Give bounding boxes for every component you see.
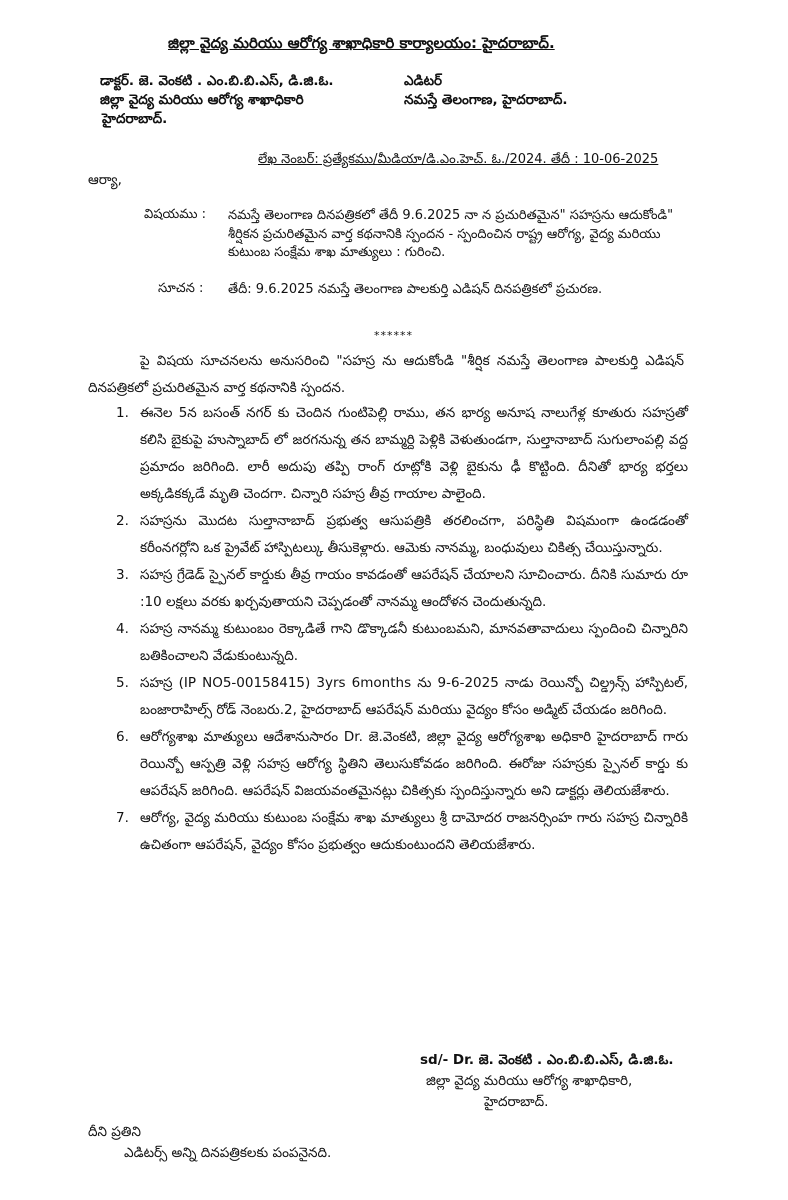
item-text: సహస్ర నానమ్మ కుటుంబం రెక్కాడితే గాని డొక్కాడనీ కుటుంబమని, మానవతావాదులు స్పందించి చిన్నారిని బతికించాలని వేడుకుంటున్నది. <box>140 621 688 664</box>
points-list <box>88 400 688 859</box>
signature-block <box>420 1050 674 1113</box>
copy-text: ఎడిటర్స్ అన్ని దినపత్రికలకు పంపనైనది. <box>124 1145 332 1161</box>
recipient-block <box>404 72 568 110</box>
intro-paragraph: పై విషయ సూచనలను అనుసరించి "సహస్ర ను ఆదుకోండి "శీర్షిక నమస్తే తెలంగాణ పాలకుర్తి ఎడిషన్ దినపత్రికలో ప్రచురితమైన వార్త కథనానికి స్పందన. <box>88 353 684 396</box>
sender-designation: జిల్లా వైద్య మరియు ఆరోగ్య శాఖాధికారి <box>100 92 304 108</box>
list-item <box>88 400 688 508</box>
separator: ****** <box>374 329 413 342</box>
item-number: 6. <box>116 729 129 745</box>
reference-label: సూచన : <box>158 281 204 296</box>
office-title: జిల్లా వైద్య మరియు ఆరోగ్య శాఖాధికారి కార్యాలయం: హైదరాబాద్. <box>168 34 555 52</box>
item-number: 3. <box>116 567 129 583</box>
list-item <box>88 724 688 805</box>
item-text: సహస్రను మొదట సుల్తానాబాద్ ప్రభుత్వ ఆసుపత్రికి తరలించగా, పరిస్థితి విషమంగా ఉండడంతో కరీంనగర్లోని ఒక ప్రైవేట్ హాస్పిటల్కు తీసుకెళ్లారు. ఆమెకు నానమ్మ, బంధువులు చికిత్స చేయిస్తున్నారు. <box>140 513 688 556</box>
copy-block <box>88 1122 331 1164</box>
sender-city: హైదరాబాద్. <box>102 111 168 127</box>
copy-label: దీని ప్రతిని <box>88 1124 141 1140</box>
signature-city: హైదరాబాద్. <box>484 1094 549 1110</box>
item-text: ఈనెల 5న బసంత్ నగర్ కు చెందిన గుంటిపెల్లి రాము, తన భార్య అనూష నాలుగేళ్ల కూతురు సహస్రతో కలిసి బైకుపై హుస్నాబాద్ లో జరగనున్న తన బామ్మర్ది పెళ్లికి వెళుతుండగా, సుల్తానాబాద్ సుగులాంపల్లి వద్ద ప్రమాదం జరిగింది. లారీ అదుపు తప్పి రాంగ్ రూట్లోకి వెళ్లి బైకును ఢీ కొట్టింది. దీనితో భార్య భర్తలు అక్కడికక్కడే మృతి చెందగా. చిన్నారి సహస్ర తీవ్ర గాయాల పాలైంది. <box>140 405 688 502</box>
recipient-org: నమస్తే తెలంగాణ, హైదరాబాద్. <box>404 92 568 108</box>
list-item <box>88 508 688 562</box>
list-item <box>88 562 688 616</box>
item-number: 7. <box>116 810 129 826</box>
reference-text: తేదీ: 9.6.2025 నమస్తే తెలంగాణ పాలకుర్తి ఎడిషన్ దినపత్రికలో ప్రచురణ. <box>228 282 603 297</box>
subject-label: విషయము : <box>144 207 206 222</box>
salutation: ఆర్యా, <box>88 172 122 188</box>
item-text: సహస్ర (IP NO5-00158415) 3yrs 6months ను 9-6-2025 నాడు రెయిన్బో చిల్డ్రన్స్ హాస్పిటల్, బంజారాహిల్స్ రోడ్ నెంబరు.2, హైదరాబాద్ ఆపరేషన్ మరియు వైద్యం కోసం అడ్మిట్ చేయడం జరిగింది. <box>140 675 688 718</box>
recipient-title: ఎడిటర్ <box>404 73 443 89</box>
list-item <box>88 670 688 724</box>
item-text: సహస్ర గ్రేడెడ్ స్పైనల్ కార్డుకు తీవ్ర గాయం కావడంతో ఆపరేషన్ చేయాలని సూచించారు. దీనికి సుమారు రూ :10 లక్షలు వరకు ఖర్చవుతాయని చెప్పడంతో నానమ్మ ఆందోళన చెందుతున్నది. <box>140 567 688 610</box>
item-number: 5. <box>116 675 129 691</box>
item-number: 1. <box>116 405 129 421</box>
sender-name: డాక్టర్. జె. వెంకటి . ఎం.బి.బి.ఎస్, డి.జి.ఓ. <box>100 73 334 89</box>
list-item <box>88 616 688 670</box>
item-text: ఆరోగ్య, వైద్య మరియు కుటుంబ సంక్షేమ శాఖ మాత్యులు శ్రీ దామోదర రాజనర్సింహ గారు సహస్ర చిన్నారికి ఉచితంగా ఆపరేషన్, వైద్యం కోసం ప్రభుత్వం ఆదుకుంటుందని తెలియజేశారు. <box>140 810 688 853</box>
signature-name: sd/- Dr. జె. వెంకటి . ఎం.బి.బి.ఎస్, డి.జి.ఓ. <box>420 1052 674 1068</box>
sender-block <box>100 72 334 129</box>
item-number: 2. <box>116 513 129 529</box>
letter-reference: లేఖ నెంబర్: ప్రత్యేకము/మీడియా/డి.ఎం.హెచ్. ఓ./2024. తేదీ : 10-06-2025 <box>258 152 659 167</box>
item-number: 4. <box>116 621 129 637</box>
list-item <box>88 805 688 859</box>
signature-designation: జిల్లా వైద్య మరియు ఆరోగ్య శాఖాధికారి, <box>426 1073 633 1089</box>
subject-text: నమస్తే తెలంగాణ దినపత్రికలో తేదీ 9.6.2025 నా న ప్రచురితమైన" సహస్రను ఆదుకోండి" శీర్షికన ప్రచురితమైన వార్త కథనానికి స్పందన - స్పందించిన రాష్ట్ర ఆరోగ్య, వైద్య మరియు కుటుంబ సంక్షేమ శాఖ మాత్యులు : గురించి. <box>228 208 674 260</box>
item-text: ఆరోగ్యశాఖ మాత్యులు ఆదేశానుసారం Dr. జె.వెంకటి, జిల్లా వైద్య ఆరోగ్యశాఖ అధికారి హైదరాబాద్ గారు రెయిన్బో ఆస్పత్రి వెళ్లి సహస్ర ఆరోగ్య స్థితిని తెలుసుకోవడం జరిగింది. ఈరోజు సహస్రకు స్పైనల్ కార్డు కు ఆపరేషన్ జరిగింది. ఆపరేషన్ విజయవంతమైనట్లు చికిత్సకు స్పందిస్తున్నారు అని డాక్టర్లు తెలియజేశారు. <box>140 729 688 799</box>
